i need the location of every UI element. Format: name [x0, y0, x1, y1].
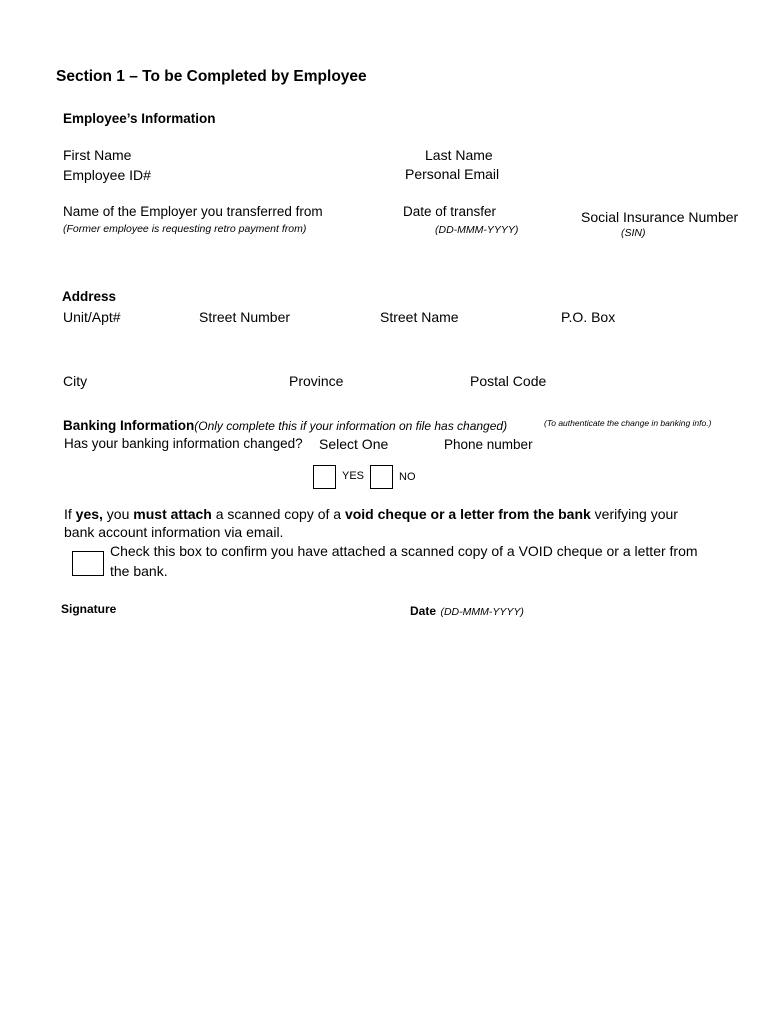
attach-text-void: void cheque or a letter from the bank	[344, 506, 591, 522]
postal-code-label: Postal Code	[470, 373, 547, 389]
attach-text-yes: yes,	[75, 506, 103, 522]
personal-email-label: Personal Email	[405, 166, 500, 182]
employee-id-label: Employee ID#	[63, 167, 151, 183]
po-box-label: P.O. Box	[561, 309, 616, 325]
signature-date-format: (DD-MMM-YYYY)	[440, 606, 524, 618]
banking-heading-line	[63, 417, 507, 435]
attach-text-mid: a scanned copy of a	[211, 506, 345, 522]
phone-number-label: Phone number	[444, 437, 533, 452]
attach-text-you: you	[102, 506, 134, 522]
attach-text-if: If	[64, 506, 76, 522]
banking-question: Has your banking information changed?	[64, 436, 303, 451]
attach-instruction-line1	[64, 506, 678, 522]
street-name-label: Street Name	[380, 309, 459, 325]
former-employer-label: Name of the Employer you transferred from	[63, 204, 323, 219]
yes-checkbox[interactable]	[313, 465, 336, 489]
former-employer-note: (Former employee is requesting retro payment from)	[63, 223, 307, 235]
city-label: City	[63, 373, 88, 389]
last-name-label: Last Name	[425, 147, 493, 163]
date-of-transfer-label: Date of transfer	[403, 204, 497, 219]
date-of-transfer-format: (DD-MMM-YYYY)	[435, 224, 519, 236]
street-number-label: Street Number	[199, 309, 291, 325]
no-checkbox[interactable]	[370, 465, 393, 489]
confirm-text-line2: the bank.	[110, 563, 168, 579]
yes-label: YES	[342, 470, 365, 482]
no-label: NO	[399, 471, 416, 483]
first-name-label: First Name	[63, 147, 132, 163]
province-label: Province	[289, 373, 344, 389]
attach-text-end: verifying your	[590, 506, 678, 522]
sin-note: (SIN)	[621, 227, 646, 239]
attach-text-must: must attach	[133, 506, 212, 522]
signature-date-line	[410, 602, 524, 620]
sin-label: Social Insurance Number	[581, 209, 739, 225]
confirm-attached-checkbox[interactable]	[72, 551, 104, 576]
attach-instruction-line2: bank account information via email.	[64, 524, 284, 540]
section-title: Section 1 – To be Completed by Employee	[56, 68, 367, 85]
employee-info-heading: Employee’s Information	[63, 111, 216, 126]
auth-note: (To authenticate the change in banking info.)	[544, 418, 712, 428]
address-heading: Address	[62, 289, 117, 304]
signature-label: Signature	[61, 602, 117, 616]
banking-heading: Banking Information	[63, 418, 195, 433]
signature-date-label: Date	[410, 604, 437, 618]
select-one-label: Select One	[319, 436, 389, 452]
unit-label: Unit/Apt#	[63, 309, 121, 325]
banking-heading-note: (Only complete this if your information on file has changed)	[194, 419, 508, 433]
confirm-text-line1: Check this box to confirm you have attached a scanned copy of a VOID cheque or a letter from	[110, 543, 698, 559]
